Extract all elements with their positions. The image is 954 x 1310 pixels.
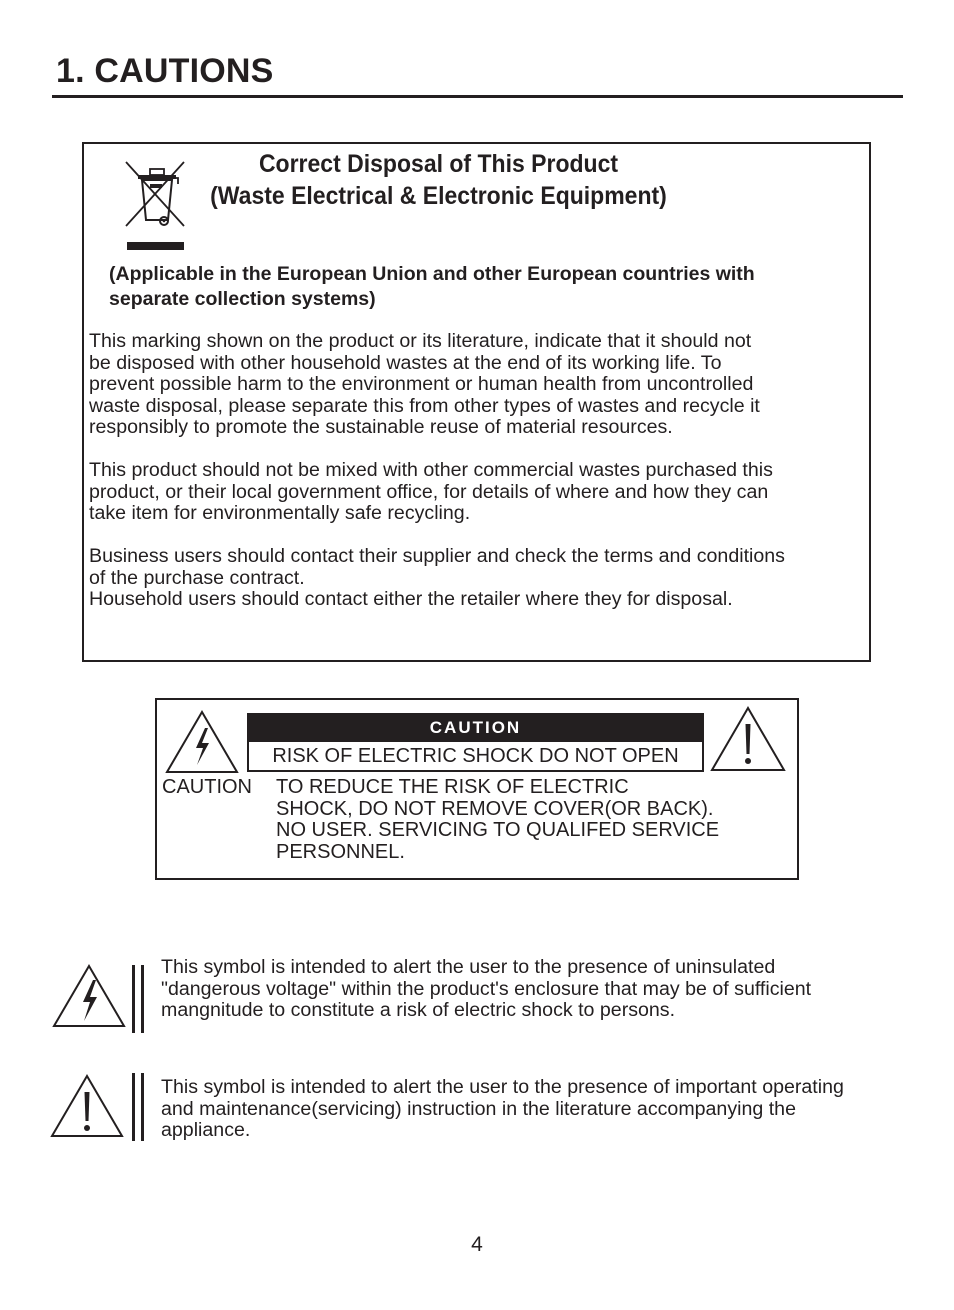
caution-instructions (276, 777, 786, 863)
text-line: Household users should contact either the retailer where they for disposal. (89, 588, 733, 610)
page-number: 4 (471, 1233, 483, 1256)
lightning-triangle-icon (52, 964, 126, 1028)
text-line: waste disposal, please separate this from other types of wastes and recycle it (89, 394, 760, 417)
text-line: product, or their local government office, for details of where and how they can (89, 480, 769, 503)
weee-paragraph-2 (89, 460, 864, 525)
text-line: mangnitude to constitute a risk of electric shock to persons. (161, 999, 676, 1021)
applicability-line: separate collection systems) (109, 288, 376, 310)
divider-bar (132, 1073, 135, 1141)
text-line: PERSONNEL. (276, 840, 405, 863)
text-line: This symbol is intended to alert the user to the presence of uninsulated (161, 956, 776, 978)
text-line: This symbol is intended to alert the user to the presence of important operating (161, 1076, 844, 1098)
text-line: appliance. (161, 1119, 251, 1141)
text-line: This marking shown on the product or its literature, indicate that it should not (89, 330, 752, 352)
text-line: "dangerous voltage" within the product's enclosure that may be of sufficient (161, 977, 812, 1000)
weee-disposal-box (82, 142, 871, 662)
text-line: TO REDUCE THE RISK OF ELECTRIC (276, 776, 629, 798)
text-line: SHOCK, DO NOT REMOVE COVER(OR BACK). (276, 797, 714, 820)
divider-bar (141, 1073, 144, 1141)
title-rule (52, 95, 903, 98)
caution-word: CAUTION (162, 776, 252, 798)
weee-applicability-note (109, 262, 849, 312)
page-title: 1. CAUTIONS (56, 52, 274, 90)
text-line: This product should not be mixed with other commercial wastes purchased this (89, 459, 773, 481)
text-line: take item for environmentally safe recycling. (89, 502, 471, 524)
voltage-symbol-explanation (161, 957, 921, 1022)
text-line: NO USER. SERVICING TO QUALIFED SERVICE (276, 819, 720, 841)
weee-heading-line1: Correct Disposal of This Product (258, 150, 619, 178)
exclamation-triangle-icon (710, 706, 786, 772)
text-line: be disposed with other household wastes at the end of its working life. To (89, 351, 722, 374)
weee-paragraph-1 (89, 331, 864, 439)
caution-header: CAUTION (247, 713, 704, 742)
exclamation-triangle-icon (50, 1074, 124, 1138)
weee-heading-line2: (Waste Electrical & Electronic Equipment) (210, 182, 667, 210)
text-line: prevent possible harm to the environment or human health from uncontrolled (89, 373, 754, 395)
risk-of-shock-text: RISK OF ELECTRIC SHOCK DO NOT OPEN (247, 742, 704, 772)
text-line: and maintenance(servicing) instruction in the literature accompanying the (161, 1097, 796, 1120)
divider-bar (132, 965, 135, 1033)
text-line: Business users should contact their supplier and check the terms and conditions (89, 545, 785, 567)
weee-paragraph-3 (89, 546, 864, 611)
lightning-triangle-icon (165, 710, 239, 774)
instruction-symbol-explanation (161, 1077, 921, 1142)
text-line: of the purchase contract. (89, 566, 305, 589)
applicability-line: (Applicable in the European Union and other European countries with (109, 263, 755, 285)
text-line: responsibly to promote the sustainable reuse of material resources. (89, 416, 673, 438)
divider-bar (141, 965, 144, 1033)
caution-label-box (155, 698, 799, 880)
